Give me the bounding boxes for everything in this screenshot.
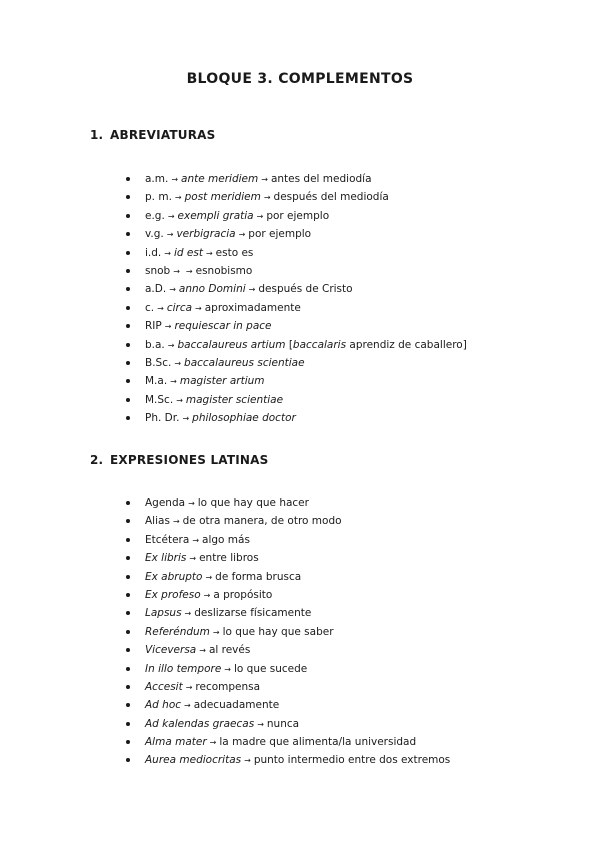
arrow-icon: → bbox=[244, 756, 251, 766]
list-item bbox=[126, 299, 566, 317]
arrow-icon: → bbox=[261, 175, 268, 184]
arrow-icon: → bbox=[167, 211, 175, 221]
latin-term: exempli gratia bbox=[177, 209, 254, 222]
meaning: de otra manera, de otro modo bbox=[182, 515, 342, 528]
list-item bbox=[126, 225, 566, 243]
list-item bbox=[126, 494, 566, 512]
arrow-icon: → bbox=[184, 609, 192, 619]
list-item bbox=[126, 586, 566, 604]
meaning: nunca bbox=[266, 717, 300, 730]
expression-term: Alias bbox=[145, 515, 170, 528]
bracket-latin: baccalaris bbox=[292, 338, 347, 351]
list-item bbox=[126, 733, 566, 751]
section-number: 1. bbox=[90, 128, 104, 142]
latin-term: circa bbox=[166, 301, 193, 314]
arrow-icon: → bbox=[185, 266, 193, 276]
latin-term: anno Domini bbox=[178, 283, 246, 296]
expression-term: Ex abrupto bbox=[145, 570, 203, 583]
latin-term: verbigracia bbox=[176, 228, 236, 241]
meaning: después del mediodía bbox=[273, 191, 389, 204]
expression-term: Aurea mediocritas bbox=[145, 754, 242, 767]
list-item bbox=[126, 678, 566, 696]
meaning: punto intermedio entre dos extremos bbox=[253, 754, 451, 767]
expression-term: Ad hoc bbox=[145, 699, 182, 712]
latin-term: magister scientiae bbox=[185, 393, 284, 406]
meaning: algo más bbox=[202, 533, 250, 546]
expression-term: In illo tempore bbox=[145, 662, 222, 675]
arrow-icon: → bbox=[257, 719, 264, 729]
arrow-icon: → bbox=[248, 285, 256, 295]
latin-term: ante meridiem bbox=[181, 173, 259, 185]
section-number: 2. bbox=[90, 453, 104, 467]
arrow-icon: → bbox=[157, 303, 164, 313]
abbreviation: e.g. bbox=[145, 209, 165, 222]
expression-term: Viceversa bbox=[145, 644, 197, 657]
list-item bbox=[126, 623, 566, 641]
list-item bbox=[126, 280, 566, 298]
meaning: entre libros bbox=[199, 552, 259, 565]
list-item bbox=[126, 604, 566, 622]
list-item bbox=[126, 336, 566, 354]
list-item bbox=[126, 531, 566, 549]
list-item bbox=[126, 512, 566, 530]
abbreviation: Ph. Dr. bbox=[145, 412, 180, 425]
section-heading-expresiones-latinas bbox=[90, 453, 268, 467]
abbreviation: v.g. bbox=[145, 228, 164, 241]
list-item bbox=[126, 568, 566, 586]
meaning: a propósito bbox=[213, 588, 273, 601]
arrow-icon: → bbox=[164, 322, 172, 332]
list-item bbox=[126, 660, 566, 678]
latin-term: baccalaureus artium bbox=[177, 338, 286, 351]
meaning: adecuadamente bbox=[193, 699, 280, 712]
meaning: esto es bbox=[215, 246, 254, 259]
meaning: lo que hay que saber bbox=[222, 625, 334, 638]
meaning: deslizarse físicamente bbox=[194, 607, 312, 620]
arrow-icon: → bbox=[209, 738, 217, 748]
arrow-icon: → bbox=[185, 682, 193, 692]
arrow-icon: → bbox=[212, 627, 220, 637]
arrow-icon: → bbox=[263, 193, 271, 203]
bracket-open: [ bbox=[285, 338, 293, 351]
bracket-text: aprendiz de caballero] bbox=[346, 338, 467, 351]
meaning: lo que hay que hacer bbox=[197, 497, 309, 509]
arrow-icon: → bbox=[188, 499, 195, 508]
section-heading-abreviaturas bbox=[90, 128, 215, 142]
meaning: después de Cristo bbox=[258, 283, 353, 296]
abbreviation: M.a. bbox=[145, 375, 168, 388]
list-item bbox=[126, 262, 566, 280]
latin-term: requiescar in pace bbox=[174, 320, 272, 333]
abbreviation: RIP bbox=[145, 320, 162, 333]
abbreviation: snob bbox=[145, 264, 171, 277]
abbreviation: M.Sc. bbox=[145, 393, 174, 406]
section-heading-text: ABREVIATURAS bbox=[110, 128, 216, 142]
abbreviation: i.d. bbox=[145, 246, 162, 259]
abbreviation: B.Sc. bbox=[145, 356, 172, 369]
meaning: aproximadamente bbox=[204, 301, 301, 314]
arrow-icon: → bbox=[205, 248, 213, 258]
arrow-icon: → bbox=[182, 414, 190, 424]
expression-term: Alma mater bbox=[145, 736, 207, 749]
arrow-icon: → bbox=[192, 535, 200, 545]
arrow-icon: → bbox=[170, 377, 177, 387]
latin-expressions-list bbox=[126, 494, 566, 770]
meaning: esnobismo bbox=[195, 264, 253, 277]
abbreviations-list bbox=[126, 170, 566, 427]
list-item bbox=[126, 391, 566, 409]
arrow-icon: → bbox=[166, 230, 174, 240]
meaning: recompensa bbox=[195, 680, 261, 693]
section-heading-text: EXPRESIONES LATINAS bbox=[110, 453, 269, 467]
meaning: por ejemplo bbox=[248, 228, 312, 241]
abbreviation: c. bbox=[145, 301, 155, 314]
list-item bbox=[126, 641, 566, 659]
meaning: antes del mediodía bbox=[270, 173, 372, 185]
meaning: lo que sucede bbox=[233, 662, 308, 675]
abbreviation: b.a. bbox=[145, 338, 165, 351]
arrow-icon: → bbox=[164, 248, 171, 258]
arrow-icon: → bbox=[184, 701, 191, 711]
meaning: la madre que alimenta/la universidad bbox=[219, 736, 417, 749]
arrow-icon: → bbox=[176, 395, 183, 405]
arrow-icon: → bbox=[224, 664, 231, 674]
arrow-icon: → bbox=[171, 175, 179, 184]
expression-term: Lapsus bbox=[145, 607, 182, 620]
expression-term: Referéndum bbox=[145, 625, 210, 638]
latin-term: post meridiem bbox=[184, 191, 261, 204]
meaning: al revés bbox=[208, 644, 251, 657]
arrow-icon: → bbox=[199, 646, 206, 656]
abbreviation: p. m. bbox=[145, 191, 172, 204]
list-item bbox=[126, 409, 566, 427]
list-item bbox=[126, 751, 566, 769]
list-item bbox=[126, 170, 566, 188]
expression-term: Ad kalendas graecas bbox=[145, 717, 255, 730]
meaning: por ejemplo bbox=[266, 209, 330, 222]
list-item bbox=[126, 207, 566, 225]
arrow-icon: → bbox=[238, 230, 246, 240]
list-item bbox=[126, 372, 566, 390]
expression-term: Ex profeso bbox=[145, 588, 201, 601]
arrow-icon: → bbox=[174, 193, 182, 203]
expression-term: Etcétera bbox=[145, 533, 190, 546]
arrow-icon: → bbox=[172, 517, 180, 527]
list-item bbox=[126, 317, 566, 335]
list-item bbox=[126, 244, 566, 262]
list-item bbox=[126, 549, 566, 567]
abbreviation: a.D. bbox=[145, 283, 167, 296]
arrow-icon: → bbox=[203, 590, 211, 600]
expression-term: Accesit bbox=[145, 680, 183, 693]
arrow-icon: → bbox=[189, 554, 197, 564]
expression-term: Ex libris bbox=[145, 552, 187, 565]
arrow-icon: → bbox=[205, 572, 213, 582]
expression-term: Agenda bbox=[145, 497, 186, 509]
page-title: BLOQUE 3. COMPLEMENTOS bbox=[186, 71, 414, 87]
list-item bbox=[126, 696, 566, 714]
list-item bbox=[126, 354, 566, 372]
arrow-icon: → bbox=[167, 340, 175, 350]
abbreviation: a.m. bbox=[145, 173, 169, 185]
arrow-icon: → bbox=[174, 358, 182, 368]
arrow-icon: → bbox=[256, 211, 264, 221]
list-item bbox=[126, 188, 566, 206]
arrow-icon: → bbox=[169, 285, 176, 295]
latin-term: philosophiae doctor bbox=[192, 412, 296, 425]
meaning: de forma brusca bbox=[215, 570, 302, 583]
latin-term: baccalaureus scientiae bbox=[184, 356, 305, 369]
list-item bbox=[126, 715, 566, 733]
arrow-icon: → bbox=[195, 303, 202, 313]
latin-term: magister artium bbox=[179, 375, 265, 388]
arrow-icon: → bbox=[173, 266, 180, 276]
latin-term: id est bbox=[173, 246, 203, 259]
